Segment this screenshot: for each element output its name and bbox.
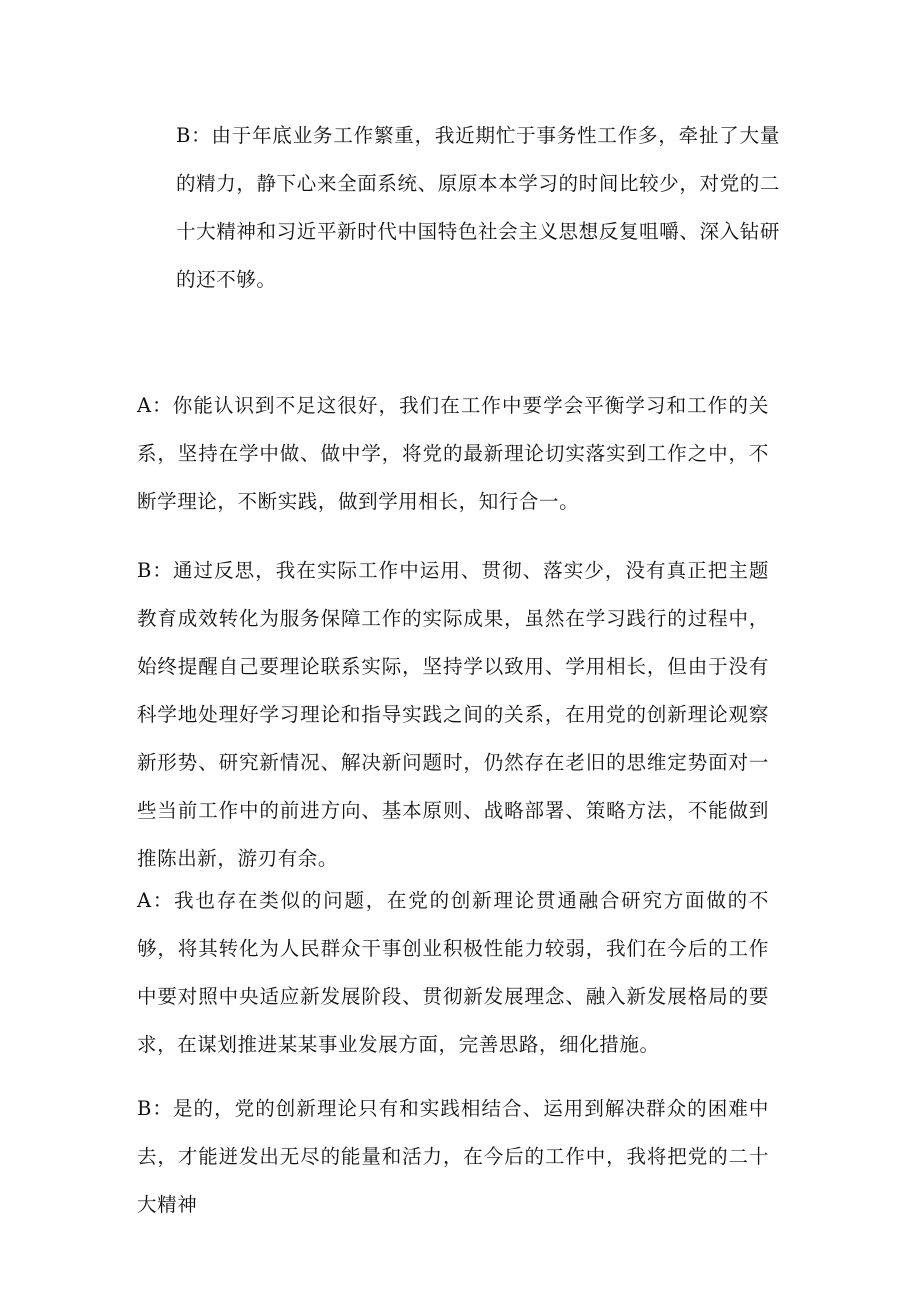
dialogue-paragraph-b-2: B：通过反思，我在实际工作中运用、贯彻、落实少，没有真正把主题教育成效转化为服务保障工作的实际成果，虽然在学习践行的过程中，始终提醒自己要理论联系实际，坚持学以致用、学用相长，但由于没有科学地处理好学习理论和指导实践之间的关系，在用党的创新理论观察新形势、研究新情况、解决新问题时，仍然存在老旧的思维定势面对一些当前工作中的前进方向、基本原则、战略部署、策略方法，不能做到推陈出新，游刃有余。 (137, 559, 769, 870)
dialogue-paragraph-a-1: A：你能认识到不足这很好，我们在工作中要学会平衡学习和工作的关系，坚持在学中做、做中学，将党的最新理论切实落实到工作之中，不断学理论，不断实践，做到学用相长，知行合一。 (137, 394, 769, 513)
dialogue-paragraph-a-2: A：我也存在类似的问题，在党的创新理论贯通融合研究方面做的不够，将其转化为人民群众干事创业积极性能力较弱，我们在今后的工作中要对照中央适应新发展阶段、贯彻新发展理念、融入新发展格局的要求，在谋划推进某某事业发展方面，完善思路，细化措施。 (137, 889, 769, 1056)
dialogue-paragraph-b-3: B：是的，党的创新理论只有和实践相结合、运用到解决群众的困难中去，才能迸发出无尽的能量和活力，在今后的工作中，我将把党的二十大精神 (137, 1097, 769, 1216)
dialogue-paragraph-b-1: B：由于年底业务工作繁重，我近期忙于事务性工作多，牵扯了大量的精力，静下心来全面系统、原原本本学习的时间比较少，对党的二十大精神和习近平新时代中国特色社会主义思想反复咀嚼、深入钻研的还不够。 (176, 124, 780, 291)
